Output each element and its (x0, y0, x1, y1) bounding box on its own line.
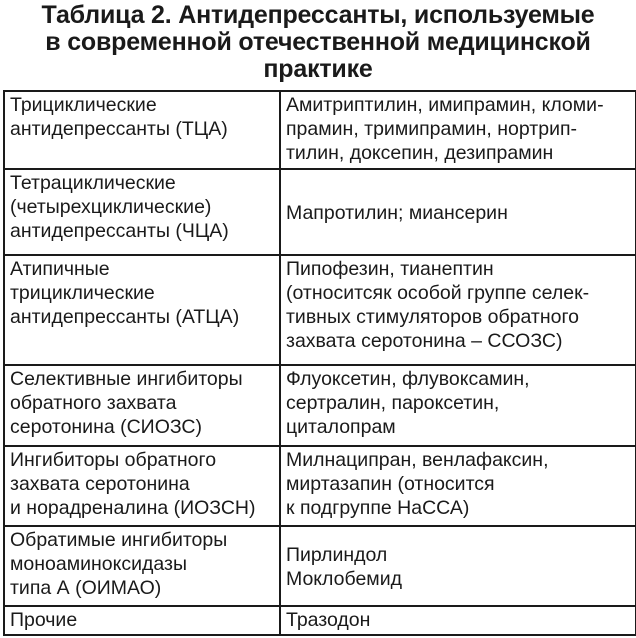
drug-class-cell (4, 91, 280, 169)
table-row (4, 91, 636, 169)
table-row (4, 446, 636, 526)
drug-list-cell (280, 91, 636, 169)
cell-line: серотонина (СИОЗС) (10, 416, 203, 438)
antidepressants-table (3, 90, 636, 636)
cell-line: Милнаципран, венлафаксин, (286, 449, 549, 471)
cell-line: циталопрам (286, 416, 396, 438)
cell-line: Пипофезин, тианептин (286, 258, 494, 280)
drug-class-cell (4, 526, 280, 606)
caption-line: в современной отечественной медицинской (45, 28, 591, 56)
cell-line: обратного захвата (10, 392, 177, 414)
table-row (4, 606, 636, 635)
cell-line: Мапротилин; миансерин (286, 201, 508, 224)
cell-line: (относитсяк особой группе селек- (286, 282, 590, 304)
cell-line: миртазапин (относится (286, 473, 495, 495)
caption-line: Таблица 2. Антидепрессанты, используемые (41, 1, 595, 29)
cell-line: Амитриптилин, имипрамин, кломи- (286, 94, 604, 116)
drug-list-cell (280, 526, 636, 606)
cell-line: (четырехциклические) (10, 196, 212, 218)
table-row (4, 169, 636, 255)
cell-line: Моклобемид (286, 567, 402, 590)
drug-class-cell (4, 365, 280, 446)
cell-line: моноаминоксидазы (10, 553, 187, 575)
cell-line: типа А (ОИМАО) (10, 577, 162, 599)
drug-list-cell (280, 169, 636, 255)
drug-class-cell (4, 255, 280, 365)
table-row (4, 255, 636, 365)
cell-line: антидепрессанты (АТЦА) (10, 306, 240, 328)
caption-line: практике (263, 55, 373, 83)
drug-list-cell (280, 255, 636, 365)
cell-line: Обратимые ингибиторы (10, 529, 228, 551)
cell-line: Селективные ингибиторы (10, 368, 243, 390)
cell-line: Трициклические (10, 94, 157, 116)
cell-line: Тетрациклические (10, 172, 176, 194)
cell-line: тилин, доксепин, дезипрамин (286, 142, 554, 164)
cell-line: захвата серотонина (10, 473, 190, 495)
drug-list-cell (280, 446, 636, 526)
cell-line: прамин, тримипрамин, нортрип- (286, 118, 578, 140)
table-row (4, 365, 636, 446)
drug-list-cell (280, 606, 636, 635)
drug-class-cell (4, 606, 280, 635)
cell-line: антидепрессанты (ЧЦА) (10, 220, 229, 242)
cell-line: антидепрессанты (ТЦА) (10, 118, 228, 140)
cell-line: Ингибиторы обратного (10, 449, 217, 471)
cell-line: сертралин, пароксетин, (286, 392, 500, 414)
cell-line: и норадреналина (ИОЗСН) (10, 497, 256, 519)
cell-line: Атипичные (10, 258, 110, 280)
cell-line: Пирлиндол (286, 543, 388, 566)
table-row (4, 526, 636, 606)
cell-line: к подгруппе НаССА) (286, 497, 470, 519)
drug-class-cell (4, 169, 280, 255)
drug-class-cell (4, 446, 280, 526)
cell-line: захвата серотонина – ССОЗС) (286, 330, 563, 352)
cell-line: тивных стимуляторов обратного (286, 306, 579, 328)
cell-line: трициклические (10, 282, 155, 304)
table-caption (0, 0, 636, 88)
cell-line: Тразодон (286, 609, 371, 631)
cell-line: Флуоксетин, флувоксамин, (286, 368, 530, 390)
cell-line: Прочие (10, 609, 78, 631)
drug-list-cell (280, 365, 636, 446)
